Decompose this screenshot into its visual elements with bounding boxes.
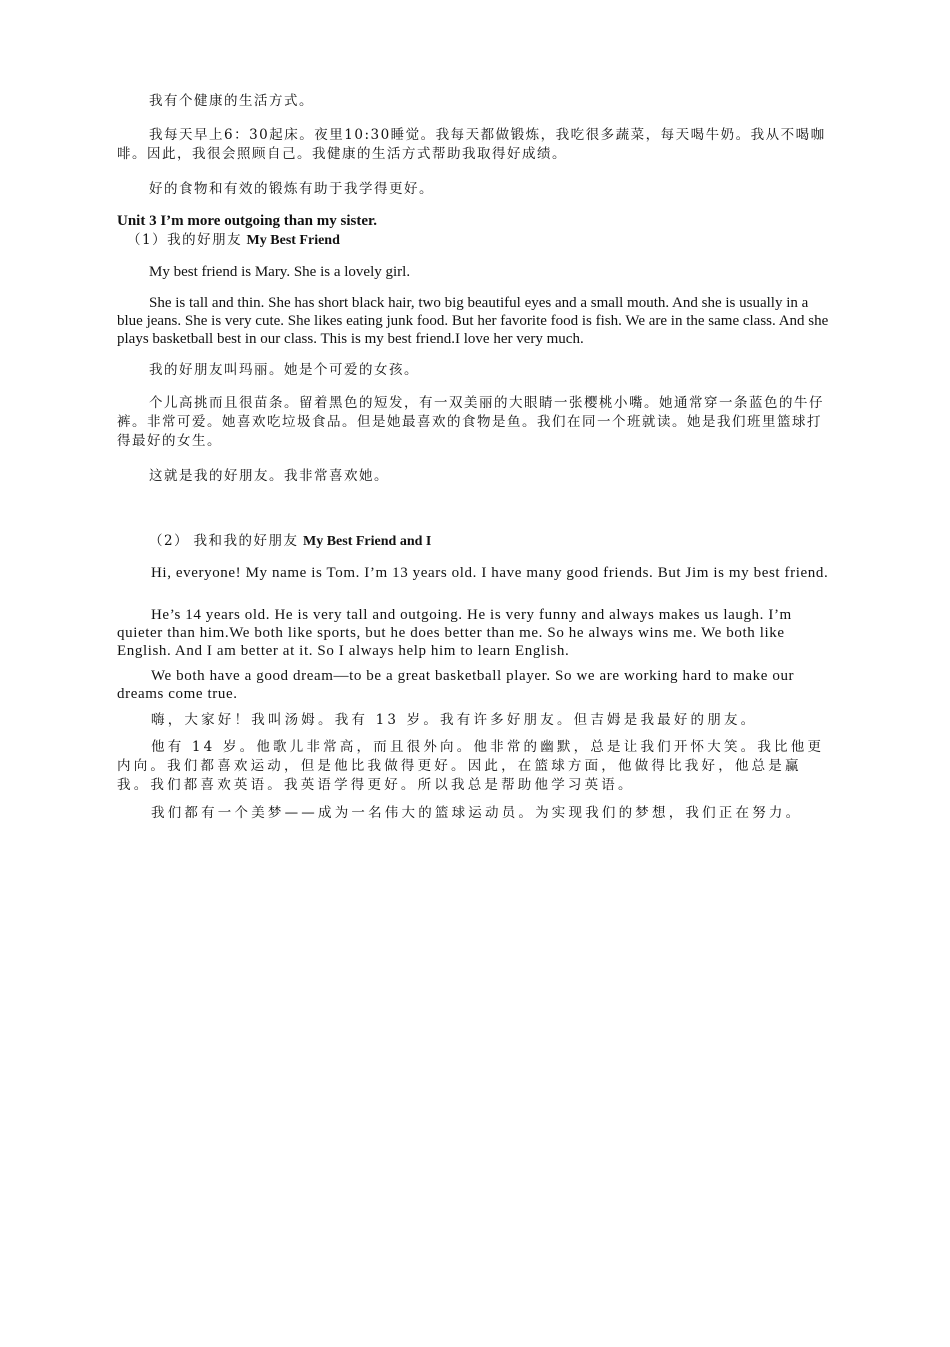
essay1-zh-p3: 这就是我的好朋友。我非常喜欢她。 xyxy=(149,468,389,484)
essay1-en-p2: She is tall and thin. She has short black hair, two big beautiful eyes and a small mouth. And she is usually in a blue jeans. She is very cute. She likes eating junk food. But her favorite food is fish. We are in the same class. And she plays basketball best in our class. This is my best friend.I love her very much. xyxy=(117,295,829,347)
essay2-zh-p2: 他有 14 岁。他歌儿非常高，而且很外向。他非常的幽默，总是让我们开怀大笑。我比他更内向。我们都喜欢运动，但是他比我做得更好。因此，在篮球方面，他做得比我好，他总是赢我。我们都喜欢英语。我英语学得更好。所以我总是帮助他学习英语。 xyxy=(117,739,825,793)
essay1-title-zh: 我的好朋友 xyxy=(167,232,243,248)
unit3-title: Unit 3 I’m more outgoing than my sister. xyxy=(117,213,378,229)
essay2-en-p1: Hi, everyone! My name is Tom. I’m 13 years old. I have many good friends. But Jim is my best friend. xyxy=(151,565,829,581)
healthy-paragraph: 我每天早上6：30起床。夜里10:30睡觉。我每天都做锻炼，我吃很多蔬菜，每天喝牛奶。我从不喝咖啡。因此，我很会照顾自己。我健康的生活方式帮助我取得好成绩。 xyxy=(117,127,826,162)
essay1-zh-p1: 我的好朋友叫玛丽。她是个可爱的女孩。 xyxy=(149,362,419,378)
essay1-title-en: My Best Friend xyxy=(246,233,340,248)
essay1-number: （1） xyxy=(127,232,168,248)
essay2-en-p2: He’s 14 years old. He is very tall and outgoing. He is very funny and always makes us laugh. I’m quieter than him.We both like sports, but he does better than me. So he always wins me. We both like English. And I am better at it. So I always help him to learn English. xyxy=(117,607,792,659)
essay2-number: （2） xyxy=(149,533,190,549)
essay2-en-p3: We both have a good dream—to be a great basketball player. So we are working hard to make our dreams come true. xyxy=(117,668,795,702)
essay2-heading xyxy=(149,532,865,551)
essay2-title-en: My Best Friend and I xyxy=(303,534,432,549)
healthy-conclusion: 好的食物和有效的锻炼有助于我学得更好。 xyxy=(149,181,434,197)
essay1-heading xyxy=(127,231,843,250)
essay2-title-zh: 我和我的好朋友 xyxy=(193,533,299,549)
healthy-intro: 我有个健康的生活方式。 xyxy=(149,93,314,109)
essay1-zh-p2: 个儿高挑而且很苗条。留着黑色的短发，有一双美丽的大眼睛一张樱桃小嘴。她通常穿一条蓝色的牛仔裤。非常可爱。她喜欢吃垃圾食品。但是她最喜欢的食物是鱼。我们在同一个班就读。她是我们班里篮球打得最好的女生。 xyxy=(117,395,824,449)
essay1-en-p1: My best friend is Mary. She is a lovely girl. xyxy=(149,264,411,280)
essay2-zh-p3: 我们都有一个美梦——成为一名伟大的篮球运动员。为实现我们的梦想，我们正在努力。 xyxy=(151,805,803,821)
essay2-zh-p1: 嗨，大家好！我叫汤姆。我有 13 岁。我有许多好朋友。但吉姆是我最好的朋友。 xyxy=(151,712,758,728)
